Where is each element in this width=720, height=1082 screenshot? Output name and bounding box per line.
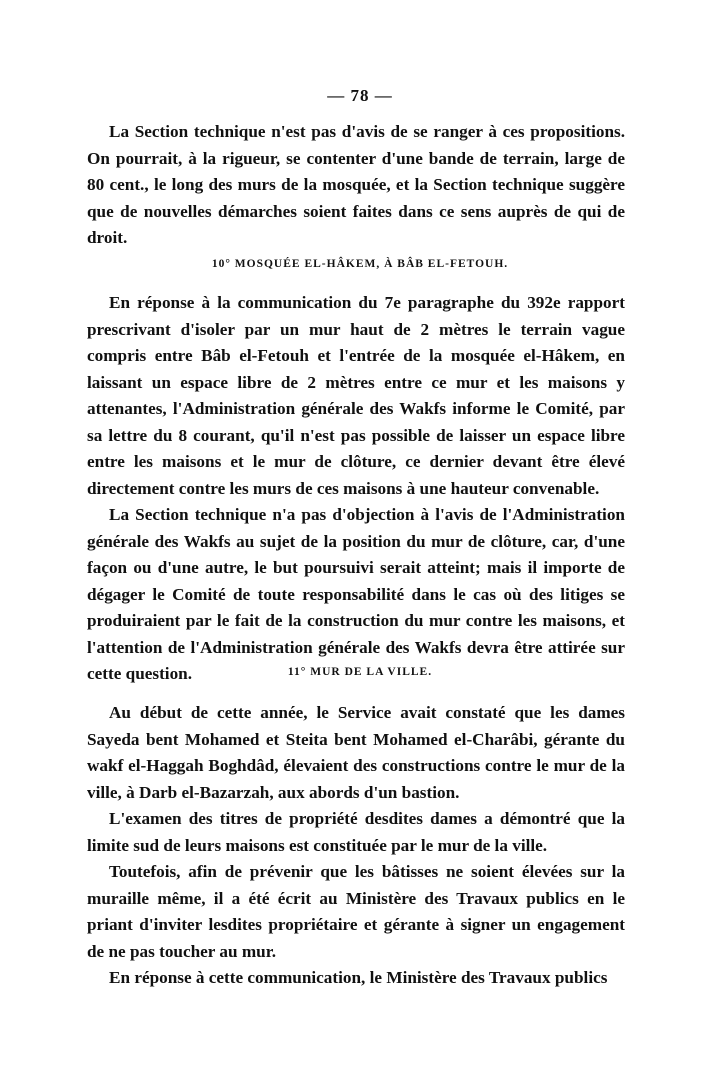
paragraph: En réponse à cette communication, le Ministère des Travaux publics — [109, 968, 608, 987]
paragraph: En réponse à la communication du 7e paragraphe du 392e rapport prescrivant d'isoler par un mur haut de 2 mètres le terrain vague compris entre Bâb el-Fetouh et l'entrée de la mosquée el-Hâkem, en laissant un espace libre de 2 mètres entre ce mur et les maisons y attenantes, l'Administration générale des Wakfs informe le Comité, par sa lettre du 8 courant, qu'il n'est pas possible de laisser un espace libre entre les maisons et le mur de clôture, ce dernier devant être élevé directement contre les murs de ces maisons à une hauteur convenable. — [87, 293, 625, 498]
paragraph: Toutefois, afin de prévenir que les bâtisses ne soient élevées sur la muraille même, il a été écrit au Ministère des Travaux publics en le priant d'inviter lesdites propriétaire et gérante à signer un engagement de ne pas toucher au mur. — [87, 862, 625, 961]
page-number: — 78 — — [327, 86, 393, 105]
paragraph: Au début de cette année, le Service avait constaté que les dames Sayeda bent Mohamed et Steita bent Mohamed el-Charâbi, gérante du wakf el-Haggah Boghdâd, élevaient des constructions contre le mur de la ville, à Darb el-Bazarzah, aux abords d'un bastion. — [87, 703, 625, 802]
section-heading-11: 11° MUR DE LA VILLE. — [287, 666, 433, 678]
section-10-body — [87, 290, 625, 688]
section-11-body — [87, 700, 625, 992]
paragraph: La Section technique n'a pas d'objection à l'avis de l'Administration générale des Wakfs au sujet de la position du mur de clôture, car, d'une façon ou d'une autre, le but poursuivi serait atteint; mais il importe de dégager le Comité de toute responsabilité dans le cas où des litiges se produiraient par le fait de la construction du mur contre les maisons, et l'attention de l'Administration générale des Wakfs devra être attirée sur cette question. — [87, 505, 625, 683]
paragraph: La Section technique n'est pas d'avis de se ranger à ces propositions. On pourrait, à la rigueur, se contenter d'une bande de terrain, large de 80 cent., le long des murs de la mosquée, et la Section technique suggère que de nouvelles démarches soient faites dans ce sens auprès de qui de droit. — [87, 122, 625, 247]
paragraph: L'examen des titres de propriété desdites dames a démontré que la limite sud de leurs maisons est constituée par le mur de la ville. — [87, 809, 625, 855]
intro-section — [87, 119, 625, 252]
section-heading-10: 10° MOSQUÉE EL-HÂKEM, À BÂB EL-FETOUH. — [211, 258, 509, 270]
